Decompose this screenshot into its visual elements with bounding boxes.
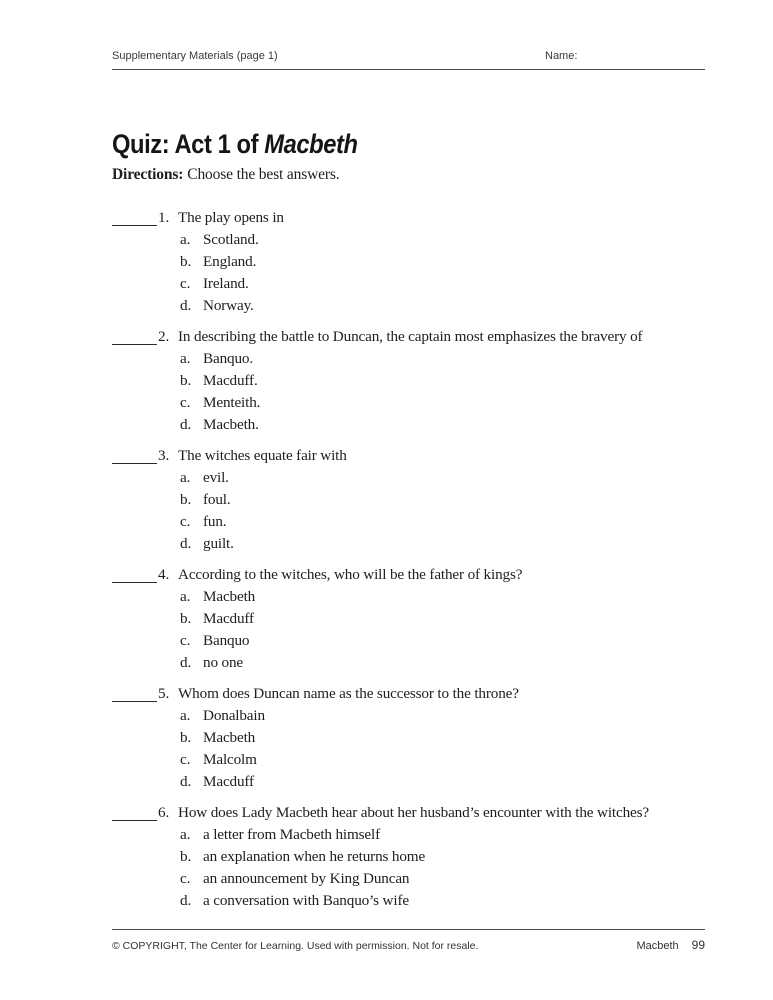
option-letter: a. (180, 826, 191, 843)
option-letter: d. (180, 535, 192, 552)
question-5 (112, 683, 732, 793)
question-text: In describing the battle to Duncan, the captain most emphasizes the bravery of (178, 328, 643, 345)
option-c (180, 868, 732, 890)
option-letter: b. (180, 253, 192, 270)
option-b (180, 489, 732, 511)
option-text: foul. (203, 491, 231, 508)
footer-right (636, 938, 705, 952)
option-text: Macbeth. (203, 416, 259, 433)
question-text: Whom does Duncan name as the successor to the throne? (178, 685, 519, 702)
footer-page-number: 99 (691, 938, 705, 952)
option-a (180, 467, 732, 489)
option-text: guilt. (203, 535, 234, 552)
option-a (180, 229, 732, 251)
question-text: The play opens in (178, 209, 284, 226)
option-c (180, 749, 732, 771)
option-text: Banquo. (203, 350, 253, 367)
option-letter: c. (180, 513, 191, 530)
option-text: Macduff (203, 610, 254, 627)
option-letter: a. (180, 350, 191, 367)
answer-blank (112, 207, 157, 226)
option-letter: c. (180, 751, 191, 768)
option-c (180, 392, 732, 414)
option-b (180, 727, 732, 749)
option-letter: d. (180, 773, 192, 790)
page-header (112, 50, 705, 70)
option-letter: a. (180, 707, 191, 724)
option-text: Macbeth (203, 588, 256, 605)
option-letter: d. (180, 892, 192, 909)
question-6 (112, 802, 732, 912)
question-1 (112, 207, 732, 317)
option-letter: b. (180, 610, 192, 627)
option-letter: d. (180, 654, 192, 671)
question-4 (112, 564, 732, 674)
question-number: 5. (158, 685, 170, 702)
option-letter: d. (180, 297, 192, 314)
option-d (180, 771, 732, 793)
page-title-book-name: Macbeth (264, 129, 358, 159)
option-letter: a. (180, 588, 191, 605)
option-text: evil. (203, 469, 229, 486)
option-letter: b. (180, 848, 192, 865)
question-2 (112, 326, 732, 436)
option-a (180, 586, 732, 608)
answer-blank (112, 802, 157, 821)
directions-text: Choose the best answers. (187, 166, 340, 183)
question-line (112, 564, 732, 586)
page-title (112, 129, 358, 160)
option-letter: b. (180, 729, 192, 746)
option-text: no one (203, 654, 244, 671)
option-d (180, 652, 732, 674)
option-letter: c. (180, 275, 191, 292)
question-number: 3. (158, 447, 170, 464)
option-text: Macduff. (203, 372, 258, 389)
directions (112, 166, 339, 184)
option-a (180, 705, 732, 727)
option-a (180, 824, 732, 846)
copyright-notice: © COPYRIGHT, The Center for Learning. Used with permission. Not for resale. (112, 940, 479, 952)
footer-book-title: Macbeth (636, 940, 679, 952)
option-b (180, 370, 732, 392)
answer-blank (112, 683, 157, 702)
question-number: 1. (158, 209, 170, 226)
option-d (180, 414, 732, 436)
option-text: England. (203, 253, 257, 270)
question-number: 6. (158, 804, 170, 821)
option-d (180, 295, 732, 317)
option-c (180, 511, 732, 533)
question-number: 4. (158, 566, 170, 583)
option-c (180, 630, 732, 652)
option-letter: c. (180, 394, 191, 411)
directions-label: Directions: (112, 166, 184, 183)
option-letter: b. (180, 491, 192, 508)
option-text: Banquo (203, 632, 250, 649)
question-text: The witches equate fair with (178, 447, 347, 464)
option-letter: a. (180, 231, 191, 248)
option-text: Donalbain (203, 707, 265, 724)
option-d (180, 533, 732, 555)
option-letter: c. (180, 632, 191, 649)
answer-blank (112, 326, 157, 345)
option-text: a conversation with Banquo’s wife (203, 892, 409, 909)
option-letter: a. (180, 469, 191, 486)
option-b (180, 608, 732, 630)
option-b (180, 846, 732, 868)
question-3 (112, 445, 732, 555)
question-line (112, 802, 732, 824)
option-text: fun. (203, 513, 227, 530)
option-b (180, 251, 732, 273)
option-letter: d. (180, 416, 192, 433)
name-label: Name: (545, 50, 578, 62)
option-text: an explanation when he returns home (203, 848, 426, 865)
option-a (180, 348, 732, 370)
question-line (112, 683, 732, 705)
question-number: 2. (158, 328, 170, 345)
option-text: a letter from Macbeth himself (203, 826, 380, 843)
option-d (180, 890, 732, 912)
option-text: Macbeth (203, 729, 256, 746)
option-text: Macduff (203, 773, 254, 790)
option-text: Malcolm (203, 751, 257, 768)
option-c (180, 273, 732, 295)
header-running-title: Supplementary Materials (page 1) (112, 50, 278, 62)
page-title-text: Quiz: Act 1 of (112, 129, 265, 159)
option-text: Ireland. (203, 275, 249, 292)
option-letter: c. (180, 870, 191, 887)
option-text: Scotland. (203, 231, 259, 248)
question-list (112, 207, 732, 921)
question-line (112, 445, 732, 467)
option-text: Norway. (203, 297, 254, 314)
option-letter: b. (180, 372, 192, 389)
question-line (112, 326, 732, 348)
option-text: an announcement by King Duncan (203, 870, 410, 887)
question-text: How does Lady Macbeth hear about her husband’s encounter with the witches? (178, 804, 649, 821)
page-footer (112, 929, 705, 952)
option-text: Menteith. (203, 394, 261, 411)
answer-blank (112, 445, 157, 464)
question-text: According to the witches, who will be the father of kings? (178, 566, 523, 583)
answer-blank (112, 564, 157, 583)
question-line (112, 207, 732, 229)
